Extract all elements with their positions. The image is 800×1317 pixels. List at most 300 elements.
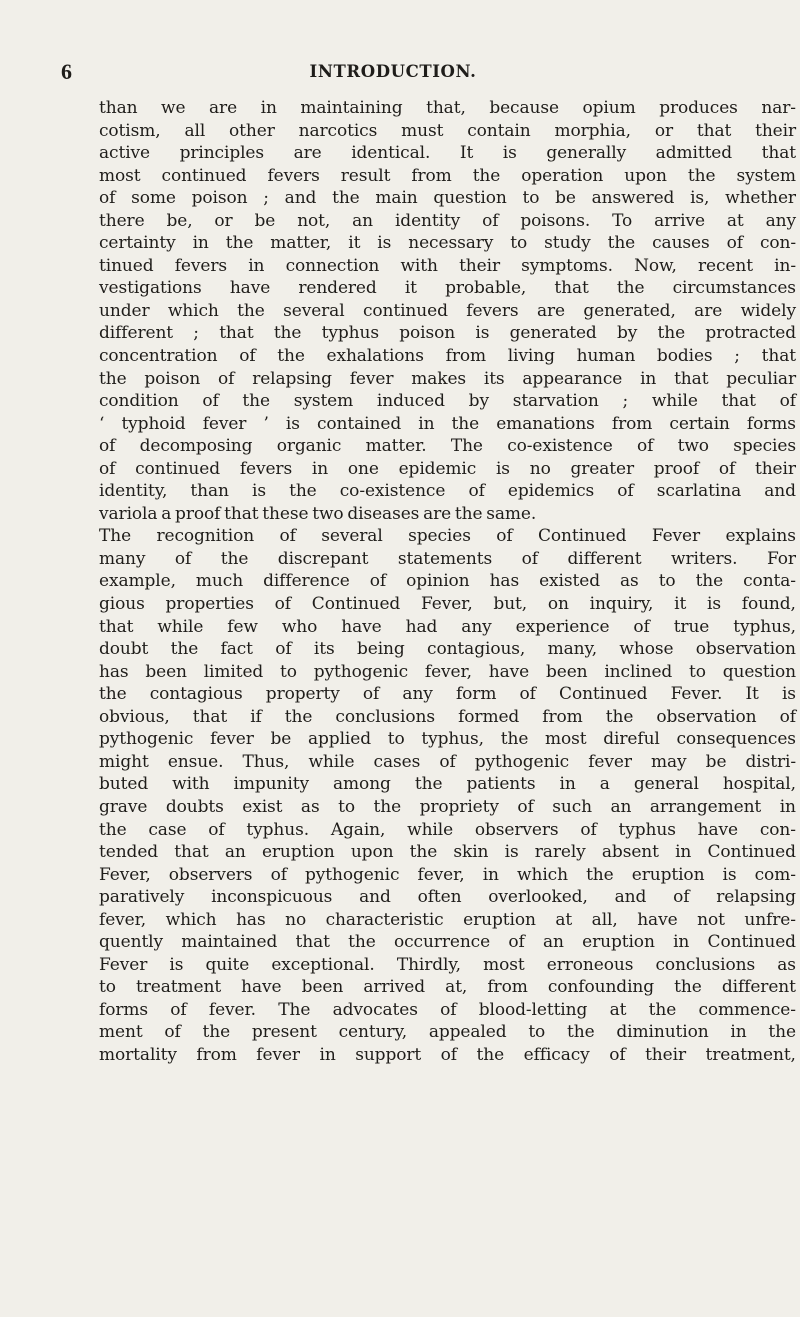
page-number: 6 [61,59,73,84]
word: contagious, [427,639,526,660]
word: of [580,819,597,840]
word: the [409,842,438,863]
word: no [285,909,307,930]
word: that, [426,98,466,118]
word: doubts [165,796,224,817]
word: continued [161,165,247,186]
word: species [733,436,796,457]
word: the [607,233,636,254]
word: bodies [656,346,713,367]
page-header [0,58,800,86]
word: opinion [406,571,470,592]
word: or [654,120,673,141]
word: fact [220,639,253,660]
word: relapsing [252,368,332,389]
word: recognition [156,526,255,547]
word: greater [570,458,635,479]
word: ; [622,391,629,412]
word: To [612,210,633,231]
word: the [674,977,702,998]
word: generated [509,323,597,344]
word: living [507,346,555,367]
word: obvious, [99,706,170,727]
word: be [270,729,292,750]
word: than [190,481,229,502]
text-line [99,931,796,954]
word: are [694,300,723,321]
word: different [721,977,796,998]
word: Fever, [99,864,151,885]
word: to [528,1022,546,1043]
word: has [236,909,266,930]
word: the [237,300,265,321]
word: from [487,977,528,998]
word: cases [373,751,421,772]
word: question [433,188,507,209]
word: The [99,526,132,547]
text-line [99,97,796,120]
word: fever, [424,661,472,682]
word: writers. [671,548,738,569]
word: nar- [761,98,796,118]
word: often [417,887,462,908]
text-line [99,683,796,706]
word: it [348,233,361,254]
word: have [697,819,738,840]
word: epidemics [507,481,595,502]
word: in [779,796,796,817]
word: case [148,819,187,840]
word: study [544,233,591,254]
word: Thirdly, [396,954,461,975]
text-line: variola a proof that these two diseases are the same. [99,503,537,524]
word: contain [467,120,531,141]
text-line [99,999,796,1022]
word: have [341,616,382,637]
word: one [347,458,379,479]
word: in [260,98,277,118]
word: formed [458,706,520,727]
word: morphia, [554,120,631,141]
word: whose [619,639,674,660]
word: continued [135,458,221,479]
word: commence- [698,999,796,1020]
word: or [214,210,233,231]
word: found, [741,594,796,615]
text-line [99,345,796,368]
word: observers [474,819,559,840]
word: any [402,684,433,705]
word: fevers [267,165,320,186]
word: mortality [99,1044,177,1065]
word: con- [759,233,796,254]
word: the [284,706,313,727]
word: doubt [99,639,149,660]
word: at [726,210,744,231]
word: of [440,1044,457,1065]
word: of [468,481,485,502]
body-text [99,97,796,1067]
word: the [99,368,127,389]
word: ‘ [99,413,105,434]
word: on [547,594,569,615]
word: have [637,909,678,930]
word: Fever, [420,594,473,615]
word: by [468,391,489,412]
word: typhus [321,323,379,344]
word: The [450,436,483,457]
word: the [202,1022,231,1043]
word: of [482,210,499,231]
word: the [687,165,716,186]
word: Continued [538,526,627,547]
word: Continued [707,932,796,953]
word: to [689,661,706,682]
word: if [250,706,262,727]
word: from [611,413,653,434]
word: of [617,481,634,502]
word: by [616,323,638,344]
word: of [726,233,743,254]
word: of [508,932,525,953]
word: ; [263,188,269,209]
word: appealed [428,1022,507,1043]
word: to [99,977,116,998]
word: as [620,571,639,592]
word: some [131,188,176,209]
word: is [722,864,737,885]
text-line [99,796,796,819]
word: fever [202,413,247,434]
text-line [99,638,796,661]
text-line [99,368,796,391]
word: matter. [365,436,427,457]
word: identical. [351,143,431,164]
word: century, [338,1022,408,1043]
word: different [99,323,174,344]
word: that [295,932,330,953]
word: form [455,684,497,705]
word: from [196,1044,237,1065]
word: Fever. [670,684,723,705]
word: typhus, [421,729,484,750]
word: of [609,1044,626,1065]
word: at, [445,977,468,998]
word: most [483,954,525,975]
word: to [510,233,528,254]
word: in [730,1022,747,1043]
word: fever, [99,909,147,930]
word: is [285,413,300,434]
word: paratively [99,887,185,908]
word: at [555,909,573,930]
word: characteristic [325,909,444,930]
text-line [99,751,796,774]
text-line [99,954,796,977]
word: species [408,526,471,547]
word: typhoid [121,413,186,434]
word: be [705,751,727,772]
word: of [779,706,796,727]
word: to [338,796,355,817]
word: the [472,165,501,186]
word: blood-letting [478,999,588,1020]
word: pythogenic [99,729,194,750]
word: an [352,210,374,231]
word: two [677,436,709,457]
word: is [475,323,490,344]
text-line [99,570,796,593]
text-line [99,976,796,999]
word: For [766,548,796,569]
word: to [387,729,405,750]
word: overlooked, [488,887,588,908]
word: rendered [298,278,377,299]
word: direful [603,729,660,750]
word: organic [276,436,342,457]
word: an [610,796,632,817]
word: which [517,864,568,885]
word: symptoms. [521,255,613,276]
word: is [169,954,184,975]
word: eruption [261,842,335,863]
word: which [165,909,217,930]
word: have [241,977,282,998]
word: answered [591,188,675,209]
word: necessary [408,233,494,254]
word: tinued [99,255,154,276]
word: to [522,188,540,209]
word: recent [697,255,753,276]
word: in [192,233,209,254]
word: the [451,413,480,434]
text-line [99,480,796,503]
word: to [280,661,297,682]
word: from [445,346,486,367]
word: ment [99,1022,143,1043]
word: causes [652,233,710,254]
word: epidemic [398,458,477,479]
word: generally [546,143,627,164]
word: relapsing [716,887,796,908]
word: discrepant [277,548,369,569]
text-line [99,1044,796,1067]
word: support [355,1044,422,1065]
word: the [476,1044,505,1065]
word: of [779,391,796,412]
word: might [99,751,149,772]
word: been [145,661,187,682]
word: generated, [583,300,676,321]
word: It [459,143,474,164]
word: consequences [676,729,796,750]
word: buted [99,774,149,795]
word: of [99,188,116,209]
word: quite [205,954,250,975]
text-line [99,773,796,796]
word: the [657,323,686,344]
text-line [99,142,796,165]
word: the [225,233,254,254]
text-line [99,1021,796,1044]
word: in [673,932,690,953]
word: the [414,774,443,795]
word: fever [349,368,394,389]
word: is [252,481,266,502]
word: been [301,977,344,998]
word: of [440,999,457,1020]
word: continued [362,300,448,321]
word: true [673,616,710,637]
word: has [99,661,129,682]
word: of [521,548,538,569]
text-line [99,165,796,188]
word: their [755,120,796,141]
word: different [567,548,642,569]
word: distri- [745,751,796,772]
word: upon [624,165,667,186]
word: diminution [616,1022,709,1043]
word: the [648,999,677,1020]
word: system [293,391,354,412]
word: have [488,661,530,682]
word: absent [601,842,659,863]
word: been [545,661,588,682]
word: appearance [522,368,623,389]
word: while [157,616,204,637]
word: Thus, [242,751,290,772]
word: must [401,120,444,141]
word: induced [376,391,445,412]
word: forms [746,413,796,434]
text-line [99,255,796,278]
word: its [313,639,335,660]
word: co-existence [507,436,613,457]
word: contained [317,413,402,434]
word: poison [399,323,456,344]
word: matter, [270,233,332,254]
word: the [768,1022,796,1043]
word: typhus [618,819,676,840]
word: any [461,616,492,637]
word: that [99,616,134,637]
word: to [658,571,676,592]
word: system [736,165,796,186]
word: identity, [99,481,168,502]
word: being [356,639,405,660]
word: admitted [655,143,733,164]
word: quently [99,932,164,953]
word: erroneous [546,954,634,975]
text-line [99,322,796,345]
word: that [554,278,589,299]
word: than [99,98,138,118]
word: fevers [239,458,293,479]
word: exhalations [326,346,424,367]
word: that [721,391,756,412]
word: hospital, [722,774,796,795]
word: fevers [174,255,227,276]
word: be [254,210,276,231]
word: Continued [559,684,648,705]
word: typhus. [246,819,310,840]
word: few [227,616,258,637]
word: observation [695,639,796,660]
word: several [283,300,345,321]
text-line [99,458,796,481]
word: peculiar [726,368,796,389]
word: fever. [208,999,256,1020]
word: It [745,684,759,705]
word: patients [466,774,536,795]
word: Continued [311,594,401,615]
word: inconspicuous [211,887,333,908]
word: other [229,120,275,141]
word: concentration [99,346,218,367]
word: experience [515,616,610,637]
word: no [529,458,551,479]
word: of [208,819,225,840]
word: question [722,661,796,682]
text-line [99,909,796,932]
word: and [764,481,796,502]
text-line [99,819,796,842]
word: properties [165,594,254,615]
word: identity [394,210,461,231]
word: it [404,278,417,299]
word: the [277,346,305,367]
text-line [99,616,796,639]
word: in [248,255,265,276]
word: of [673,887,690,908]
word: whether [725,188,796,209]
word: of [275,639,292,660]
word: at [609,999,627,1020]
word: from [411,165,452,186]
word: treatment [136,977,222,998]
text-line [99,390,796,413]
text-line [99,435,796,458]
word: is [502,143,517,164]
word: probable, [445,278,527,299]
word: many, [547,639,598,660]
word: ensue. [167,751,224,772]
text-line [99,728,796,751]
word: while [308,751,355,772]
word: efficacy [523,1044,590,1065]
word: as [777,954,796,975]
word: of [270,864,287,885]
word: principles [179,143,265,164]
word: inquiry, [589,594,654,615]
word: vestigations [99,278,202,299]
word: the [170,639,199,660]
word: human [576,346,636,367]
word: arrived [363,977,426,998]
word: grave [99,796,148,817]
word: with [400,255,438,276]
word: fever [210,729,254,750]
word: from [542,706,583,727]
word: maintained [181,932,278,953]
word: confounding [547,977,655,998]
word: protracted [705,323,796,344]
text-line [99,886,796,909]
word: fever [588,751,632,772]
word: poison [191,188,248,209]
word: conclusions [655,954,756,975]
word: observers [168,864,253,885]
